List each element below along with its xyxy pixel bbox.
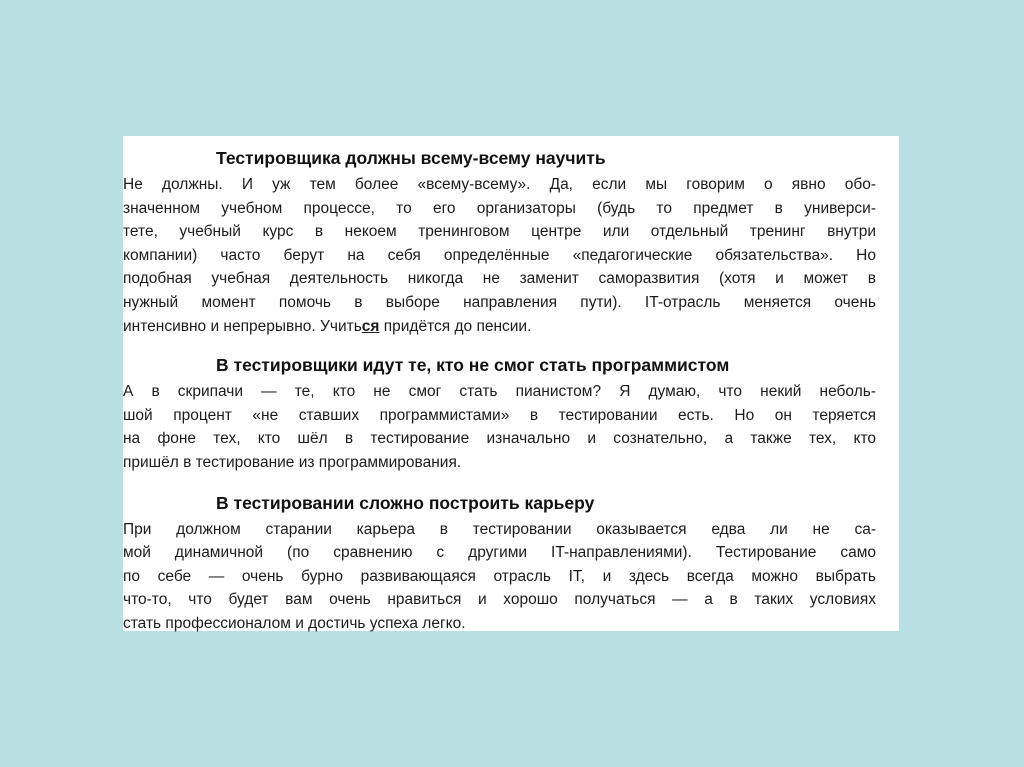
- section-2-line-4: пришёл в тестирование из программирования.: [123, 453, 462, 471]
- section-2: [123, 354, 876, 474]
- section-1-line-4: компании) часто берут на себя определённые «педагогические обязательства». Но: [123, 246, 876, 264]
- section-2-title: В тестировщики идут те, кто не смог стать программистом: [216, 355, 730, 376]
- section-1-line-3: тете, учебный курс в некоем тренинговом центре или отдельный тренинг внутри: [123, 223, 876, 241]
- section-3: [123, 492, 876, 636]
- section-1-line-6: нужный момент помочь в выборе направления пути). IT-отрасль меняется очень: [123, 293, 876, 311]
- section-1-underlined-suffix: ся: [361, 317, 380, 335]
- section-2-line-1: А в скрипачи — те, кто не смог стать пианистом? Я думаю, что некий неболь-: [123, 383, 876, 401]
- section-3-line-5: стать профессионалом и достичь успеха легко.: [123, 614, 466, 632]
- section-3-paragraph: [123, 518, 876, 636]
- section-1-line-5: подобная учебная деятельность никогда не заменит саморазвития (хотя и может в: [123, 270, 876, 288]
- section-1-line-1: Не должны. И уж тем более «всему-всему». Да, если мы говорим о явно обо-: [123, 176, 876, 193]
- section-3-line-3: по себе — очень бурно развивающаяся отрасль IT, и здесь всегда можно выбрать: [123, 567, 876, 585]
- section-3-title: В тестировании сложно построить карьеру: [216, 492, 595, 513]
- section-1-title: Тестировщика должны всему-всему научить: [216, 148, 606, 168]
- section-2-line-2: шой процент «не ставших программистами» в тестировании есть. Но он теряется: [123, 406, 876, 424]
- section-3-line-4: что-то, что будет вам очень нравиться и хорошо получаться — а в таких условиях: [123, 591, 876, 609]
- section-3-line-2: мой динамичной (по сравнению с другими IT-направлениями). Тестирование само: [123, 544, 876, 562]
- section-2-paragraph: [123, 380, 876, 474]
- section-1-line-2: значенном учебном процессе, то его организаторы (будь то предмет в универси-: [123, 199, 876, 217]
- section-1-line-7: [123, 315, 876, 339]
- section-1-line-7-start: интенсивно и непрерывно. Учить: [123, 317, 362, 335]
- section-1-paragraph: [123, 173, 876, 338]
- section-1-line-7-end: придётся до пенсии.: [379, 317, 532, 335]
- document-page: [123, 136, 899, 631]
- section-2-line-3: на фоне тех, кто шёл в тестирование изначально и сознательно, а также тех, кто: [123, 430, 876, 448]
- section-3-line-1: При должном старании карьера в тестировании оказывается едва ли не са-: [123, 520, 876, 538]
- section-1: [123, 147, 876, 338]
